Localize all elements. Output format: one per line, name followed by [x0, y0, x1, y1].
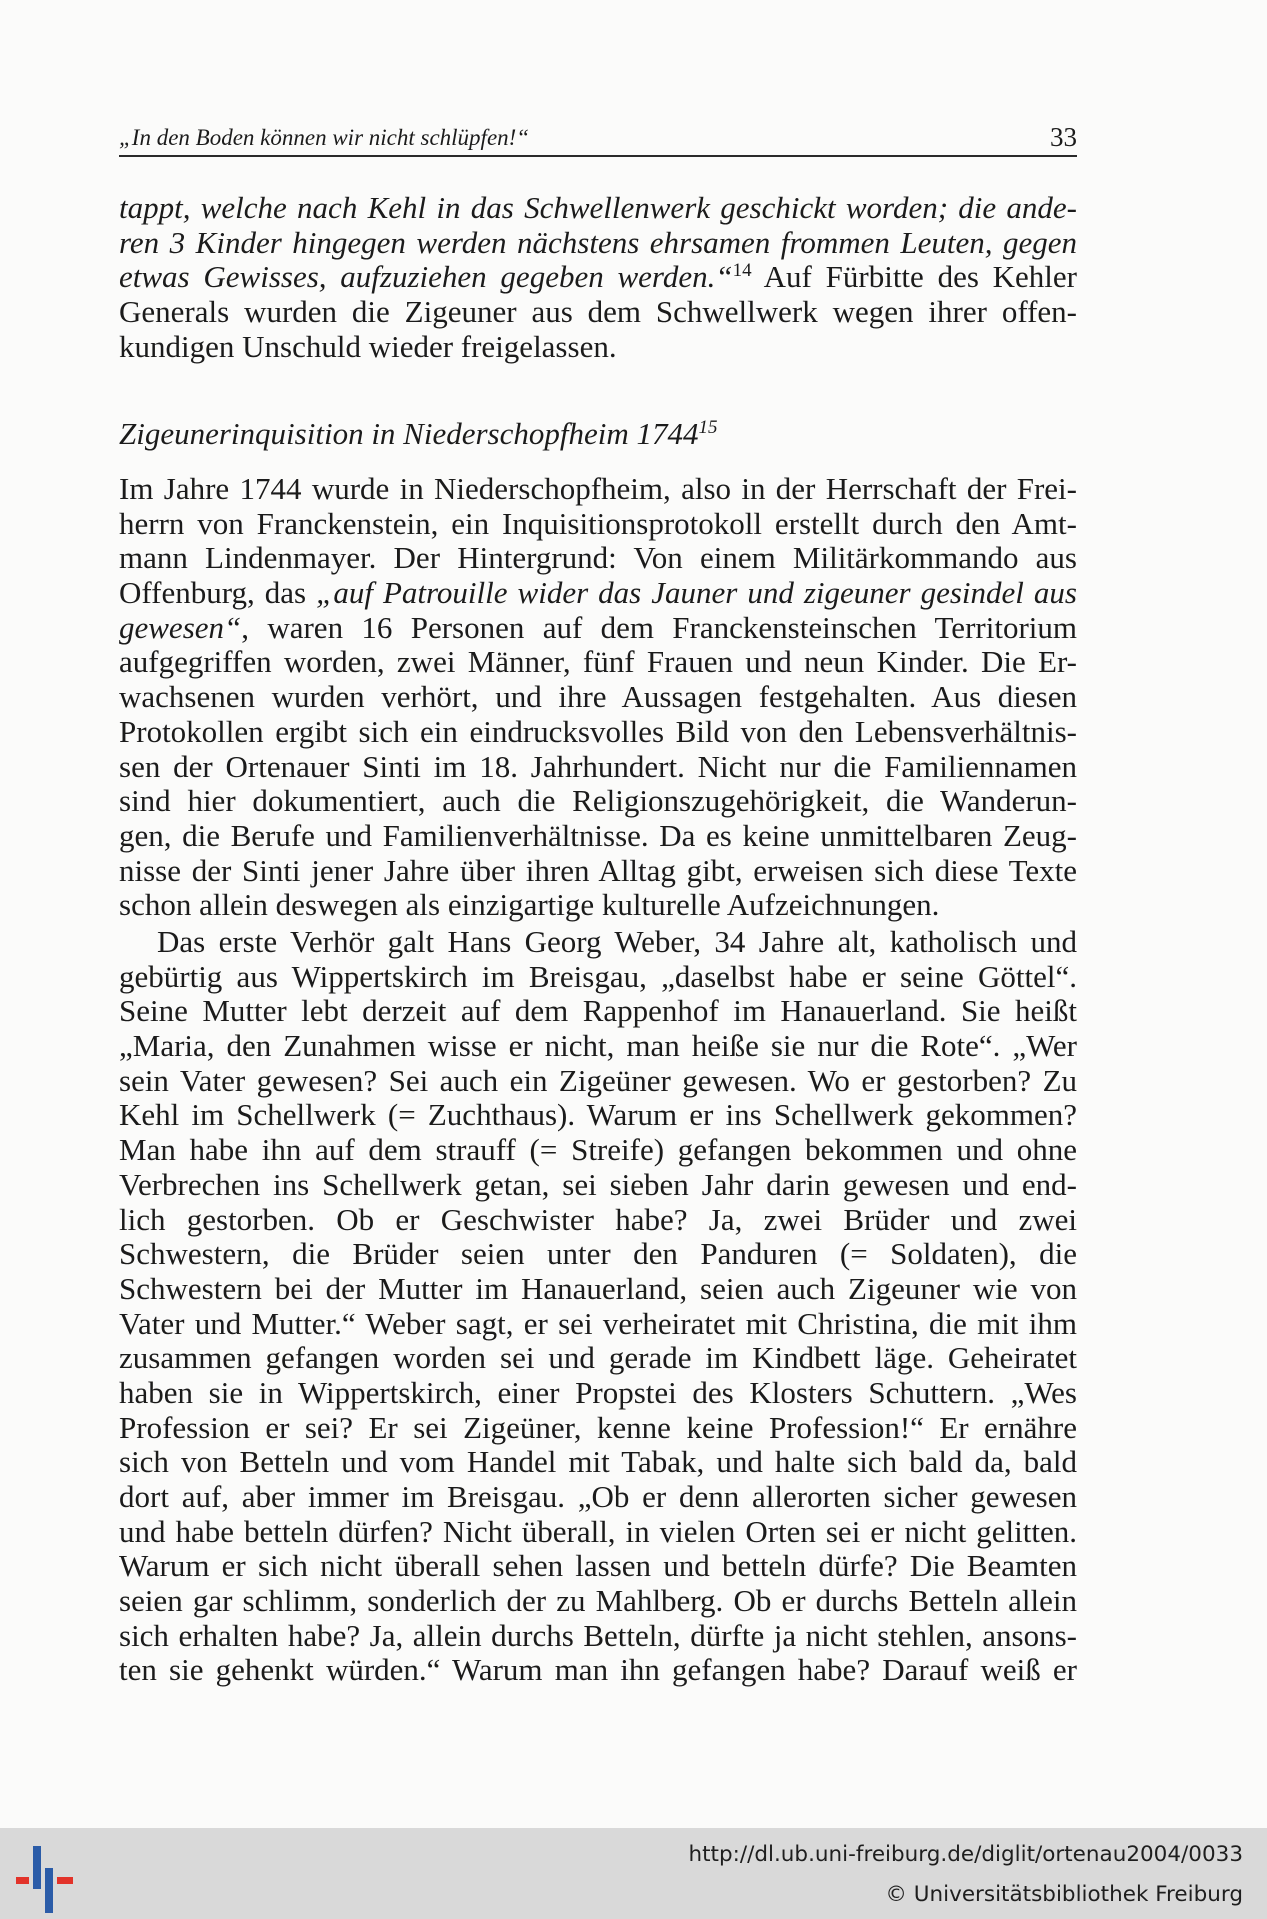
text-line: Generals wurden die Zigeuner aus dem Schwellwerk wegen ihrer offen-: [119, 294, 1077, 330]
permalink-url[interactable]: http://dl.ub.uni-freiburg.de/diglit/ortenau2004/0033: [688, 1842, 1243, 1867]
ub-freiburg-logo-icon: [0, 1828, 90, 1919]
text-segment: Offenburg, das: [119, 575, 317, 611]
logo-red-dash: [57, 1877, 73, 1884]
text-line: Schwestern bei der Mutter im Hanauerland, seien auch Zigeuner wie von: [119, 1270, 1077, 1306]
text-line: ren 3 Kinder hingegen werden nächstens ehrsamen frommen Leuten, gegen: [119, 224, 1077, 260]
text-line: [119, 576, 1077, 611]
text-segment: Auf Fürbitte des Kehler: [751, 259, 1078, 295]
text-line: [119, 260, 1077, 295]
text-line: Profession er sei? Er sei Zigeüner, kenne keine Profession!“ Er ernähre: [119, 1409, 1077, 1445]
text-line: gebürtig aus Wippertskirch im Breisgau, „daselbst habe er seine Göttel“.: [119, 958, 1077, 994]
text-line: Seine Mutter lebt derzeit auf dem Rappenhof im Hanauerland. Sie heißt: [119, 993, 1077, 1029]
text-line: schon allein deswegen als einzigartige kulturelle Aufzeichnungen.: [119, 887, 940, 923]
text-line: Das erste Verhör galt Hans Georg Weber, 34 Jahre alt, katholisch und: [157, 924, 1077, 959]
text-segment: , waren 16 Personen auf dem Franckensteinschen Territorium: [241, 609, 1077, 645]
text-line: und habe betteln dürfen? Nicht überall, in vielen Orten sei er nicht gelitten.: [119, 1513, 1077, 1549]
logo-red-dash: [16, 1877, 29, 1884]
quoted-text: etwas Gewisses, aufzuziehen gegeben werden.“: [119, 259, 733, 295]
text-line: zusammen gefangen worden sei und gerade im Kindbett läge. Geheiratet: [119, 1340, 1077, 1376]
text-line: dort auf, aber immer im Breisgau. „Ob er denn allerorten sicher gewesen: [119, 1479, 1077, 1514]
quoted-text: gewesen“: [119, 609, 242, 645]
text-line: wachsenen wurden verhört, und ihre Aussagen festgehalten. Aus diesen: [119, 679, 1077, 715]
text-line: sein Vater gewesen? Sei auch ein Zigeüner gewesen. Wo er gestorben? Zu: [119, 1062, 1077, 1098]
text-line: haben sie in Wippertskirch, einer Propstei des Klosters Schuttern. „Wes: [119, 1374, 1077, 1410]
text-line: mann Lindenmayer. Der Hintergrund: Von einem Militärkommando aus: [119, 540, 1077, 576]
header-rule: [119, 155, 1077, 157]
paragraph-1: [119, 191, 1077, 364]
text-line: Im Jahre 1744 wurde in Niederschopfheim, also in der Herrschaft der Frei-: [119, 471, 1077, 506]
page-number: 33: [1050, 122, 1077, 152]
running-header-title: „In den Boden können wir nicht schlüpfen!“: [119, 125, 530, 150]
text-line: nisse der Sinti jener Jahre über ihren Alltag gibt, erweisen sich diese Texte: [119, 852, 1077, 888]
text-line: gen, die Berufe und Familienverhältnisse. Da es keine unmittelbaren Zeug-: [119, 817, 1077, 853]
library-footer: [0, 1828, 1267, 1919]
text-line: „Maria, den Zunahmen wisse er nicht, man heiße sie nur die Rote“. „Wer: [119, 1028, 1077, 1064]
section-heading: [119, 417, 718, 452]
text-line: Man habe ihn auf dem strauff (= Streife) gefangen bekommen und ohne: [119, 1132, 1077, 1168]
text-line: [119, 611, 1077, 646]
section-heading-text: Zigeunerinquisition in Niederschopfheim 1744: [119, 416, 699, 451]
text-line: ten sie gehenkt würden.“ Warum man ihn gefangen habe? Darauf weiß er: [119, 1652, 1077, 1688]
paragraph-2: [119, 472, 1077, 923]
text-line: sind hier dokumentiert, auch die Religionszugehörigkeit, die Wanderun-: [119, 783, 1077, 819]
text-line: Verbrechen ins Schellwerk getan, sei sieben Jahr darin gewesen und end-: [119, 1166, 1077, 1202]
text-line: sen der Ortenauer Sinti im 18. Jahrhundert. Nicht nur die Familiennamen: [119, 748, 1077, 784]
text-line: Vater und Mutter.“ Weber sagt, er sei verheiratet mit Christina, die mit ihm: [119, 1305, 1077, 1341]
copyright-notice: © Universitätsbibliothek Freiburg: [885, 1882, 1243, 1907]
text-line: aufgegriffen worden, zwei Männer, fünf Frauen und neun Kinder. Die Er-: [119, 644, 1077, 680]
text-line: tappt, welche nach Kehl in das Schwellenwerk geschickt worden; die ande-: [119, 190, 1077, 225]
text-line: Protokollen ergibt sich ein eindrucksvolles Bild von den Lebensverhältnis-: [119, 713, 1077, 749]
logo-blue-bar: [45, 1868, 53, 1913]
quoted-text: „auf Patrouille wider das Jauner und zigeuner gesindel aus: [316, 575, 1077, 611]
text-line: lich gestorben. Ob er Geschwister habe? Ja, zwei Brüder und zwei: [119, 1201, 1077, 1237]
footnote-marker: 14: [732, 260, 752, 282]
paragraph-3: [119, 925, 1077, 1688]
text-line: sich von Betteln und vom Handel mit Tabak, und halte sich bald da, bald: [119, 1444, 1077, 1480]
text-line: Schwestern, die Brüder seien unter den Panduren (= Soldaten), die: [119, 1236, 1077, 1272]
logo-blue-bar: [33, 1846, 41, 1889]
text-line: seien gar schlimm, sonderlich der zu Mahlberg. Ob er durchs Betteln allein: [119, 1583, 1077, 1619]
text-line: Warum er sich nicht überall sehen lassen und betteln dürfe? Die Beamten: [119, 1548, 1077, 1584]
text-line: kundigen Unschuld wieder freigelassen.: [119, 328, 617, 364]
text-line: sich erhalten habe? Ja, allein durchs Betteln, dürfte ja nicht stehlen, ansons-: [119, 1617, 1077, 1653]
text-line: herrn von Franckenstein, ein Inquisitionsprotokoll erstellt durch den Amt-: [119, 505, 1077, 541]
footnote-marker: 15: [698, 417, 718, 438]
text-line: Kehl im Schellwerk (= Zuchthaus). Warum er ins Schellwerk gekommen?: [119, 1097, 1077, 1133]
